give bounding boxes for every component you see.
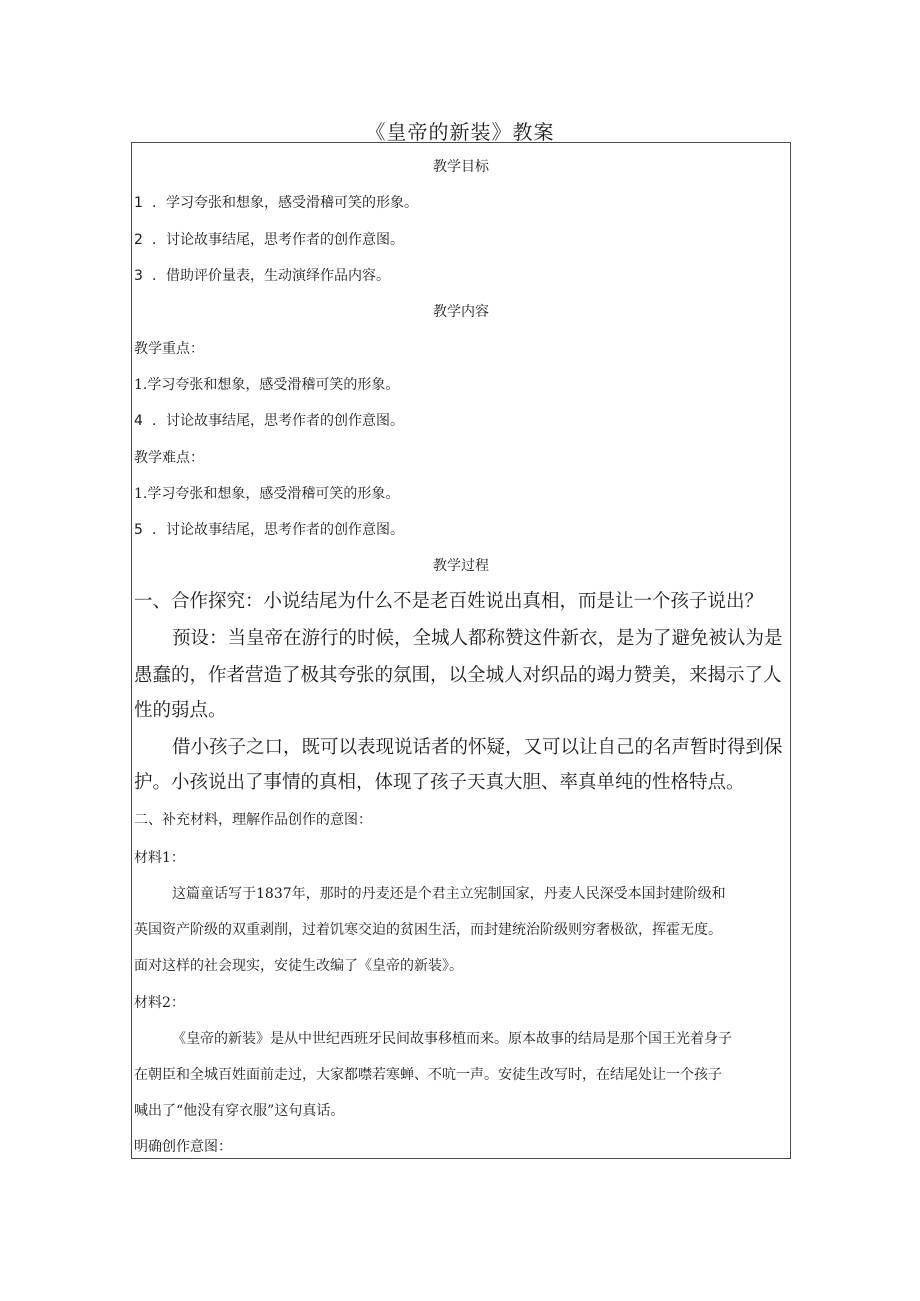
- difficult-point-item: 5 ．讨论故事结尾，思考作者的创作意图。: [134, 522, 404, 538]
- document-title: 《皇帝的新装》教案: [365, 120, 555, 144]
- material-2-label: 材料2：: [134, 995, 185, 1011]
- material-1-line: 面对这样的社会现实，安徒生改编了《皇帝的新装》。: [134, 958, 463, 974]
- supplement-heading: 二、补充材料，理解作品创作的意图：: [134, 812, 372, 828]
- objective-item: 1 ．学习夸张和想象，感受滑稽可笑的形象。: [134, 195, 418, 211]
- content-heading: 教学内容: [433, 304, 489, 320]
- preset-line: 愚蠢的，作者营造了极其夸张的氛围，以全城人对织品的竭力赞美，来揭示了人: [134, 665, 782, 686]
- objectives-heading: 教学目标: [433, 159, 489, 175]
- difficult-point-item: 1.学习夸张和想象，感受滑稽可笑的形象。: [134, 486, 400, 502]
- key-points-label: 教学重点：: [134, 341, 204, 357]
- objective-item: 3 ．借助评价量表，生动演绎作品内容。: [134, 268, 390, 284]
- analysis-line: 护。小孩说出了事情的真相，体现了孩子天真大胆、率真单纯的性格特点。: [134, 772, 745, 793]
- preset-line: 性的弱点。: [134, 700, 227, 721]
- material-2-line: 在朝臣和全城百姓面前走过，大家都噤若寒蝉、不吭一声。安徒生改写时，在结尾处让一个孩子: [134, 1067, 722, 1083]
- material-2-line: 《皇帝的新装》是从中世纪西班牙民间故事移植而来。原本故事的结局是那个国王光着身子: [172, 1031, 732, 1047]
- analysis-line: 借小孩子之口，既可以表现说话者的怀疑，又可以让自己的名声暂时得到保: [172, 737, 783, 758]
- difficult-points-label: 教学难点：: [134, 450, 204, 466]
- material-1-line: 这篇童话写于1837年，那时的丹麦还是个君主立宪制国家，丹麦人民深受本国封建阶级和: [172, 886, 726, 902]
- material-1-line: 英国资产阶级的双重剥削，过着饥寒交迫的贫困生活，而封建统治阶级则穷奢极欲，挥霍无度。: [134, 922, 722, 938]
- creative-intent-label: 明确创作意图：: [134, 1139, 232, 1155]
- preset-line: 预设：当皇帝在游行的时候，全城人都称赞这件新衣，是为了避免被认为是: [172, 628, 783, 649]
- objective-item: 2 ．讨论故事结尾，思考作者的创作意图。: [134, 232, 404, 248]
- key-point-item: 4 ．讨论故事结尾，思考作者的创作意图。: [134, 413, 404, 429]
- material-1-label: 材料1：: [134, 850, 185, 866]
- cooperative-question: 一、合作探究：小说结尾为什么不是老百姓说出真相，而是让一个孩子说出？: [134, 591, 764, 612]
- material-2-line: 喊出了“他没有穿衣服”这句真话。: [134, 1103, 345, 1119]
- key-point-item: 1.学习夸张和想象，感受滑稽可笑的形象。: [134, 377, 400, 393]
- process-heading: 教学过程: [433, 558, 489, 574]
